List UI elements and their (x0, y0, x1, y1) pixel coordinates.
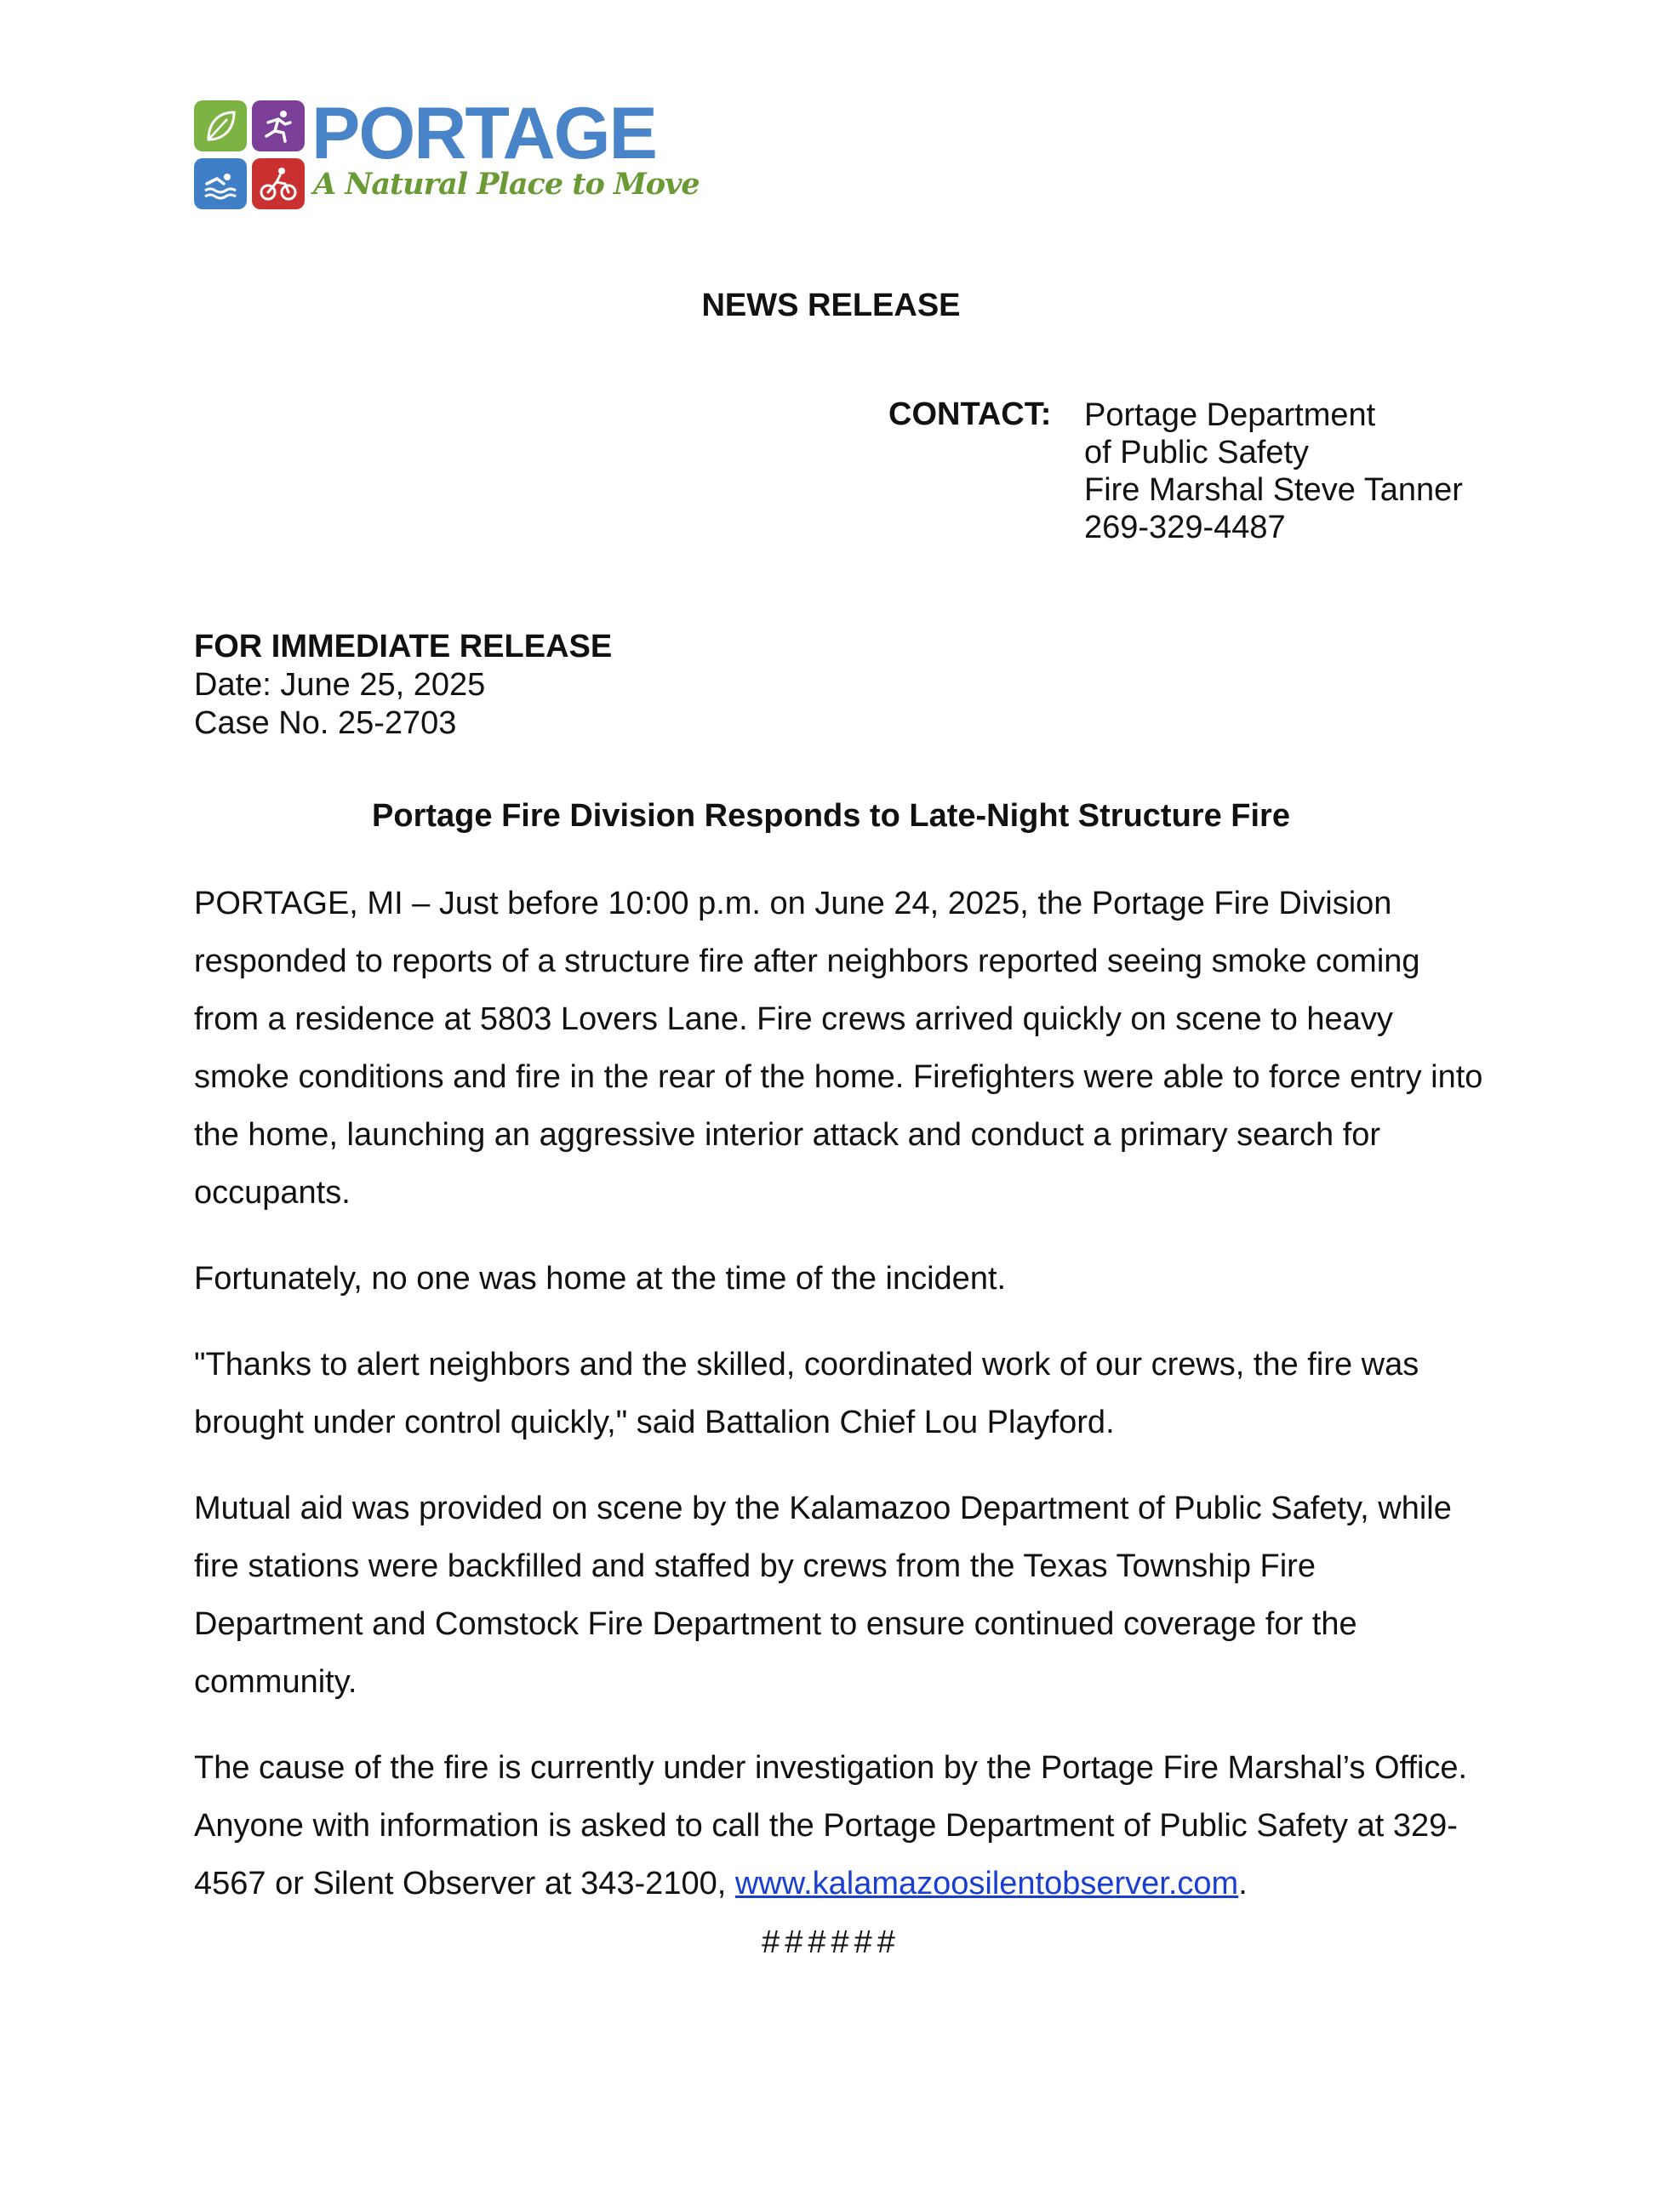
period: . (1238, 1866, 1248, 1901)
immediate-release-label: FOR IMMEDIATE RELEASE (194, 629, 613, 664)
news-release-title: NEWS RELEASE (701, 288, 961, 323)
contact-block (1084, 396, 1463, 546)
contact-phone: 269-329-4487 (1084, 510, 1286, 545)
headline: Portage Fire Division Responds to Late-Night Structure Fire (372, 798, 1290, 834)
paragraph: PORTAGE, MI – Just before 10:00 p.m. on June 24, 2025, the Portage Fire Division responded to reports of a structure fire after neighbors reported seeing smoke coming from a residence at 5803 Lovers Lane. Fire crews arrived quickly on scene to heavy smoke conditions and fire in the rear of the home. Firefighters were able to force entry into the home, launching an aggressive interior attack and conduct a primary search for occupants. (194, 886, 1483, 1211)
release-date: Date: June 25, 2025 (194, 667, 486, 703)
runner-icon (252, 100, 305, 151)
portage-logo (194, 93, 700, 216)
contact-label: CONTACT: (888, 396, 1052, 432)
contact-line: Fire Marshal Steve Tanner (1084, 472, 1463, 508)
logo-brand-text: PORTAGE (311, 93, 656, 174)
cyclist-icon (252, 158, 305, 209)
paragraph: Mutual aid was provided on scene by the Kalamazoo Department of Public Safety, while fire stations were backfilled and staffed by crews from the Texas Township Fire Department and Comstock Fire Department to ensure continued coverage for the community. (194, 1491, 1452, 1700)
paragraph: Fortunately, no one was home at the time of the incident. (194, 1261, 1007, 1297)
case-number: Case No. 25-2703 (194, 705, 457, 741)
contact-line: of Public Safety (1084, 435, 1310, 470)
release-info (194, 628, 612, 743)
paragraph-text: The cause of the fire is currently under investigation by the Portage Fire Marshal’s Office. Anyone with information is asked to call the Portage Department of Public Safety at 329-4567 or Silent Observer at 343-2100, (194, 1750, 1468, 1901)
silent-observer-link[interactable]: www.kalamazoosilentobserver.com (734, 1866, 1239, 1901)
logo-tiles (194, 100, 313, 211)
logo-tagline: A Natural Place to Move (313, 167, 700, 202)
quote-paragraph: "Thanks to alert neighbors and the skilled, coordinated work of our crews, the fire was brought under control quickly," said Battalion Chief Lou Playford. (194, 1347, 1419, 1440)
paragraph (194, 1739, 1488, 1913)
swimmer-icon (194, 158, 247, 209)
end-mark: ###### (762, 1924, 900, 1960)
article-body (194, 875, 1488, 1941)
leaf-icon (194, 100, 247, 151)
contact-line: Portage Department (1084, 397, 1376, 433)
